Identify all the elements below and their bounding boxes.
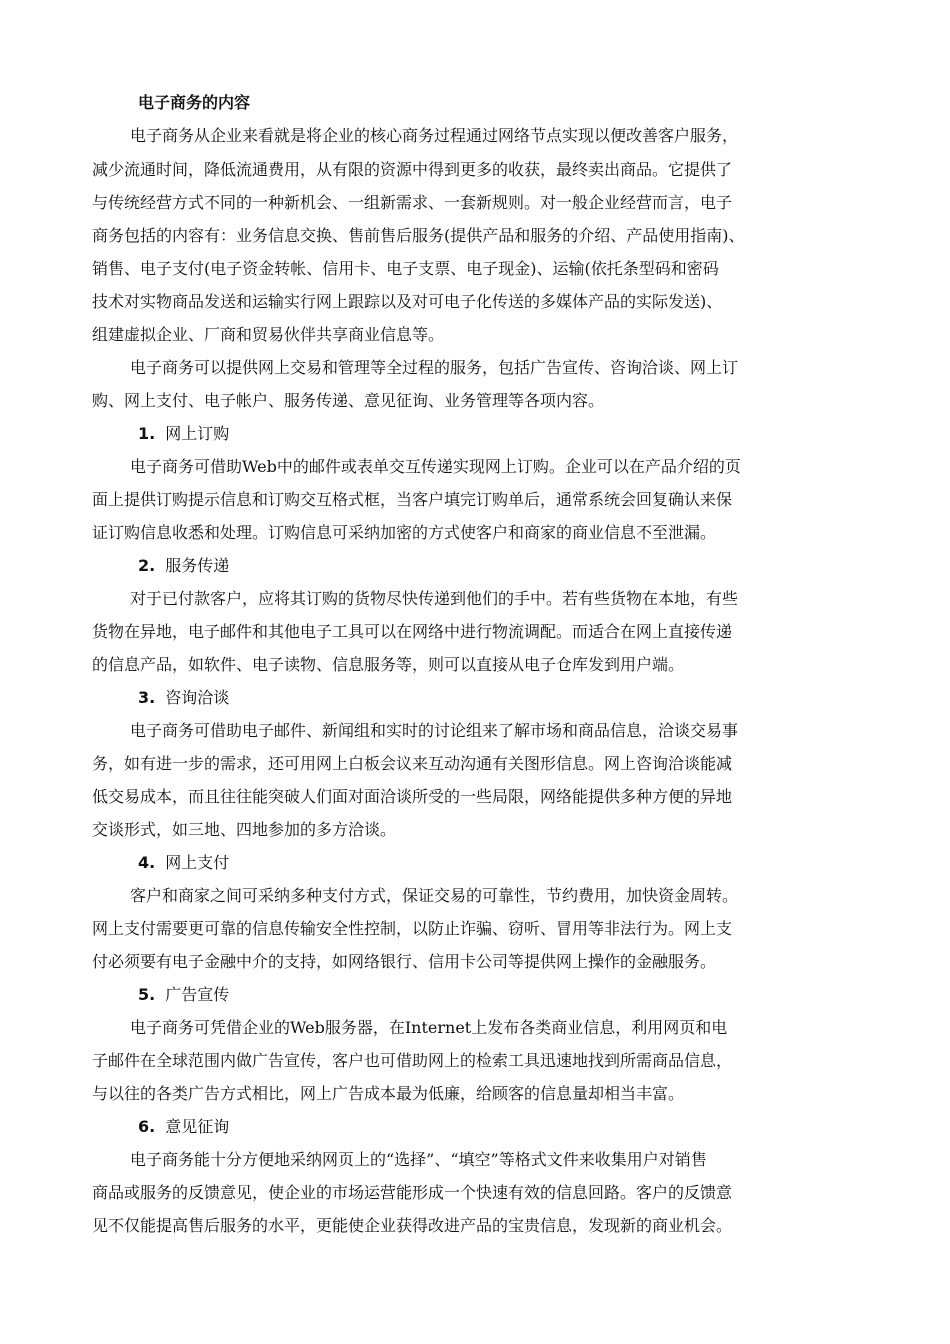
section-title: 咨询洽谈 bbox=[165, 688, 230, 707]
section-line: 见不仅能提高售后服务的水平，更能使企业获得改进产品的宝贵信息，发现新的商业机会。 bbox=[92, 1216, 733, 1235]
overview-line: 购、网上支付、电子帐户、服务传递、意见征询、业务管理等各项内容。 bbox=[92, 391, 605, 410]
section-heading bbox=[138, 1116, 229, 1138]
section-title: 服务传递 bbox=[165, 556, 230, 575]
section-number: 5. bbox=[138, 985, 156, 1004]
section-heading bbox=[138, 555, 229, 577]
intro-line: 减少流通时间，降低流通费用，从有限的资源中得到更多的收获，最终卖出商品。它提供了 bbox=[92, 160, 733, 179]
section-number: 1. bbox=[138, 424, 156, 443]
section-line: 电子商务能十分方便地采纳网页上的“选择”、“填空”等格式文件来收集用户对销售 bbox=[130, 1150, 707, 1169]
section-line: 证订购信息收悉和处理。订购信息可采纳加密的方式使客户和商家的商业信息不至泄漏。 bbox=[92, 523, 717, 542]
section-heading bbox=[138, 687, 229, 709]
section-line: 货物在异地，电子邮件和其他电子工具可以在网络中进行物流调配。而适合在网上直接传递 bbox=[92, 622, 733, 641]
section-line: 务，如有进一步的需求，还可用网上白板会议来互动沟通有关图形信息。网上咨询洽谈能减 bbox=[92, 754, 733, 773]
section-number: 6. bbox=[138, 1117, 156, 1136]
section-number: 2. bbox=[138, 556, 156, 575]
section-title: 广告宣传 bbox=[165, 985, 230, 1004]
section-line: 低交易成本，而且往往能突破人们面对面洽谈所受的一些局限，网络能提供多种方便的异地 bbox=[92, 787, 733, 806]
section-line: 付必须要有电子金融中介的支持，如网络银行、信用卡公司等提供网上操作的金融服务。 bbox=[92, 952, 717, 971]
section-number: 4. bbox=[138, 853, 156, 872]
section-title: 网上订购 bbox=[165, 424, 230, 443]
intro-line: 商务包括的内容有：业务信息交换、售前售后服务(提供产品和服务的介绍、产品使用指南)、 bbox=[92, 226, 745, 245]
section-heading bbox=[138, 423, 229, 445]
intro-line: 电子商务从企业来看就是将企业的核心商务过程通过网络节点实现以便改善客户服务， bbox=[130, 126, 739, 145]
section-title: 网上支付 bbox=[165, 853, 230, 872]
section-line: 商品或服务的反馈意见，使企业的市场运营能形成一个快速有效的信息回路。客户的反馈意 bbox=[92, 1183, 733, 1202]
intro-line: 技术对实物商品发送和运输实行网上跟踪以及对可电子化传送的多媒体产品的实际发送)、 bbox=[92, 292, 723, 311]
section-line: 交谈形式，如三地、四地参加的多方洽谈。 bbox=[92, 820, 397, 839]
section-line: 网上支付需要更可靠的信息传输安全性控制，以防止诈骗、窃听、冒用等非法行为。网上支 bbox=[92, 919, 733, 938]
section-line: 电子商务可凭借企业的Web服务器，在Internet上发布各类商业信息，利用网页和电 bbox=[130, 1018, 728, 1037]
section-line: 客户和商家之间可采纳多种支付方式，保证交易的可靠性，节约费用，加快资金周转。 bbox=[130, 886, 739, 905]
section-number: 3. bbox=[138, 688, 156, 707]
intro-line: 组建虚拟企业、厂商和贸易伙伴共享商业信息等。 bbox=[92, 325, 445, 344]
overview-line: 电子商务可以提供网上交易和管理等全过程的服务，包括广告宣传、咨询洽谈、网上订 bbox=[130, 358, 739, 377]
section-line: 的信息产品，如软件、电子读物、信息服务等，则可以直接从电子仓库发到用户端。 bbox=[92, 655, 685, 674]
section-line: 面上提供订购提示信息和订购交互格式框，当客户填完订购单后，通常系统会回复确认来保 bbox=[92, 490, 733, 509]
section-line: 与以往的各类广告方式相比，网上广告成本最为低廉，给顾客的信息量却相当丰富。 bbox=[92, 1084, 685, 1103]
section-line: 电子商务可借助电子邮件、新闻组和实时的讨论组来了解市场和商品信息，洽谈交易事 bbox=[130, 721, 739, 740]
section-heading bbox=[138, 852, 229, 874]
intro-line: 销售、电子支付(电子资金转帐、信用卡、电子支票、电子现金)、运输(依托条型码和密码 bbox=[92, 259, 719, 278]
section-heading bbox=[138, 984, 229, 1006]
section-line: 电子商务可借助Web中的邮件或表单交互传递实现网上订购。企业可以在产品介绍的页 bbox=[130, 457, 741, 476]
section-line: 子邮件在全球范围内做广告宣传，客户也可借助网上的检索工具迅速地找到所需商品信息， bbox=[92, 1051, 733, 1070]
section-title: 意见征询 bbox=[165, 1117, 230, 1136]
section-line: 对于已付款客户，应将其订购的货物尽快传递到他们的手中。若有些货物在本地，有些 bbox=[130, 589, 739, 608]
page-title: 电子商务的内容 bbox=[138, 93, 251, 112]
intro-line: 与传统经营方式不同的一种新机会、一组新需求、一套新规则。对一般企业经营而言，电子 bbox=[92, 193, 733, 212]
